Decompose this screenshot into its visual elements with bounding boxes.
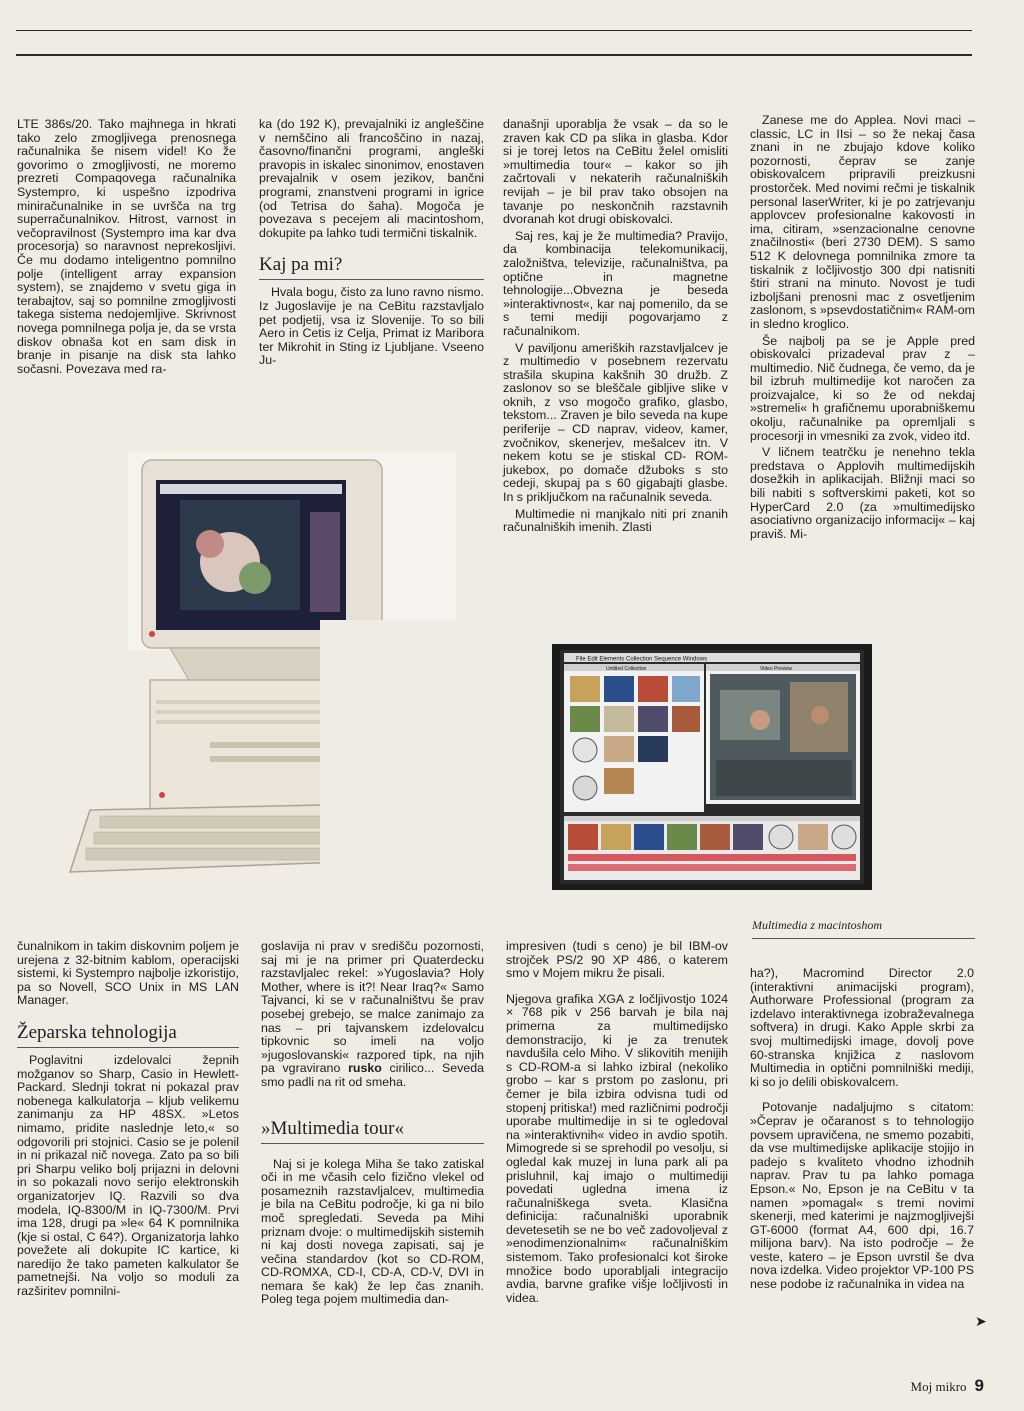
paragraph: ha?), Macromind Director 2.0 (interaktivni animacijski program), Authorware Professional (program za izdelavo interaktivnega izobraževalnega softvera) in drugi. Kako Apple skrbi za svoj multimedijski image, dovolj pove 60-stranska knjižica z naslovom Multimedia in optični pomnilniški mediji, ki so jo delili obiskovalcem. bbox=[750, 966, 974, 1089]
magazine-name: Moj mikro bbox=[910, 1379, 967, 1394]
photo-caption: Multimedia z macintoshom bbox=[752, 918, 882, 932]
paragraph: Poglavitni izdelovalci žepnih možganov so Sharp, Casio in Hewlett- Packard. Slednji tokrat ni pokazal prav nobenega kalkulatorja – kljub velikemu zanimanju za HP 48SX. »Letos nimamo, pridite naslednje leto,« so odgovorili pri stojnici. Casio se je polenil in ni prikazal nič novega. Zato pa so bili pri Sharpu veliko bolj prijazni in delovni in so pokazali novo serijo elektronskih organizatorjev IQ. Razvili so dva modela, IQ-8300/M in IQ-7300/M. Prvi ima 128, drugi pa »le« 64 K pomnilnika (kje si ostal, C 64?). Organizatorja lahko povežete ali dokupite IC kartice, ki naredijo že tako pameten kalkulator še pametnejši. Na voljo so moduli za razširitev pomnilni- bbox=[17, 1052, 239, 1299]
paragraph: Multimedie ni manjkalo niti pri znanih računalniških imenih. Zlasti bbox=[503, 506, 728, 535]
column-1-bottom bbox=[17, 940, 239, 1299]
paragraph: čunalnikom in takim diskovnim poljem je urejena z 32-bitnim kablom, operacijski sistemi, ki Systempro najbolje izkoristijo, pa so Novell, SCO Unix in MS LAN Manager. bbox=[17, 939, 239, 1008]
paragraph: Njegova grafika XGA z ločljivostjo 1024 × 768 pik v 256 barvah je bila naj primerna za multimedijsko demonstracijo, ki je za trenutek navdušila celo Miho. V slikovitih menijih s CD-ROM-a si lahko izbiral (nekoliko grobo – kar s prstom po zaslonu, pri čemer je bila izbira odvisna tudi od stopenj pritiska!) med različnimi področji uporabe multimedije in si te ogledoval na »interaktivnih« video in avdio spotih. Mimogrede si se sprehodil po vesolju, si ogledal kak muzej in luna park ali pa prisluhnil, kaj imajo o multimediji povedati ugledna imena iz računalniškega sveta. Klasična definicija: računalniški uporabnik devetesetih se ne bo več zadovoljeval z »enodimenzionalnim« računalniškim sistemom. Tako profesionalci kot široke množice bodo uporabljali integracijo avdia, barvne grafike višje ločljivosti in videa. bbox=[506, 991, 728, 1305]
page-number: 9 bbox=[974, 1376, 984, 1395]
column-1-top bbox=[17, 118, 236, 376]
column-2-top bbox=[259, 118, 484, 368]
section-heading-kaj-pa-mi: Kaj pa mi? bbox=[259, 254, 484, 280]
caption-rule bbox=[752, 938, 975, 939]
column-2-bottom bbox=[261, 940, 484, 1307]
multimedia-screen-photo bbox=[320, 620, 976, 908]
paragraph: Hvala bogu, čisto za luno ravno nismo. Iz Jugoslavije je na CeBitu razstavljalo pet podjetij, vsa iz Slovenije. To so bili Aero in Cetis iz Celja, Primat iz Maribora ter Mikrohit in Sting iz Ljubljane. Vseeno Ju- bbox=[259, 285, 484, 368]
paragraph: Naj si je kolega Miha še tako zatiskal oči in me včasih celo fizično vlekel od posameznih razstavljalcev, multimedia je bila na CeBitu področje, ki ga ni bilo moč spregledati. Seveda pa Mihi priznam dvoje: o multimedijskih sistemih ni kaj dosti novega zapisati, saj je večina standardov (kot so CD-ROM, CD-ROMXA, CD-I, CD-A, CD-V, DVI in nemara še kak) že lep čas znanih. Poleg tega pojem multimedia dan- bbox=[261, 1156, 484, 1307]
paragraph: impresiven (tudi s ceno) je bil IBM-ov strojček PS/2 90 XP 486, o katerem smo v Mojem mikru že pisali. bbox=[506, 939, 728, 981]
paragraph: Zanese me do Applea. Novi maci – classic, LC in IIsi – so že nekaj časa znani in ne zbujajo kdove koliko pozornosti, čeprav se zanje obiskovalcem pripravili preizkusni prostorček. Med novimi rečmi je tiskalnik personal laserWriter, ki je po zatrjevanju applovcev profesionalne kakovosti in ima, citiram, »senzacionalne cenovne značilnosti« (beri 2730 DEM). S samo 512 K delovnega pomnilnika zmore ta tiskalnik z ločljivostjo 300 dpi natisniti štiri strani na minuto. Novost je tudi izboljšani prenosni mac z osvetljenim zaslonom, s »psevdostatičnim« RAM-om in sledno kroglico. bbox=[750, 113, 975, 331]
paragraph: LTE 386s/20. Tako majhnega in hkrati tako zelo zmogljivega prenosnega računalnika še nisem videl! Ko že govorimo o zmogljivosti, ne moremo prezreti Compaqovega računalnika Systempro, ki uspešno izpodriva miniračunalnike in se uvršča na trg superračunalnikov. Hitrost, varnost in večopravilnost (Systempro ima kar dva procesorja) so naravnost neprekosljivi. Če mu dodamo inteligentno pomnilno polje (intelligent array expansion system), se znajdemo v svetu giga in terabajtov, saj so pomnilne zmogljivosti takega sistema nedojemljive. Skrivnost novega pomnilnega polja je, da se vrsta diskov obnaša kot en sam disk in branje in pisanje na disk sta lahko sočasni. Povezava med ra- bbox=[17, 117, 236, 376]
section-heading-zeparska: Žeparska tehnologija bbox=[17, 1022, 239, 1048]
apple-logo-icon bbox=[149, 631, 155, 637]
screen-window-title-collection: Untitled Collection bbox=[606, 666, 647, 672]
top-rule-thin bbox=[16, 30, 972, 31]
text-run: cirilico... Seveda smo padli na rit od smeha. bbox=[261, 1061, 484, 1089]
paragraph: današnji uporablja že vsak – da so le zraven kak CD pa slika in glasba. Kdor si je torej letos na CeBitu želel omisliti »multimedia tour« – kakor so jih začrtovali v nekaterih računalniških revijah – je bil prav tako obsojen na tavanje po neskončnih razstavnih dvoranah kot drugi obiskovalci. bbox=[503, 117, 728, 227]
paragraph: Saj res, kaj je že multimedia? Pravijo, da kombinacija telekomunikacij, založništva, televizije, računalništva, pa optične in magnetne tehnologije...Obvezna je beseda »interaktivnost«, kar naj pomenilo, da se s temi mediji pogovarjamo z računalnikom. bbox=[503, 228, 728, 338]
screen-menu-bar: File Edit Elements Collection Sequence Windows bbox=[576, 656, 708, 663]
paragraph: V ličnem teatrčku je nenehno tekla predstava o Applovih multimedijskih dosežkih in aplikacijah. Bližnji maci so bili nabiti s softverskimi paketi, kot so HyperCard 2.0 (za »multimedijsko asociativno organizacijo informacij« – kaj praviš. Mi- bbox=[750, 445, 975, 541]
paragraph: V paviljonu ameriških razstavljalcev je z multimedio v posebnem rezervatu strašila skupina kakšnih 30 družb. Z zaslonov so se bleščale gibljive slike v oknih, z vso mogočo grafiko, glasbo, tekstom... Zraven je bilo seveda na kupe periferije – CD naprav, videov, kamer, zvočnikov, skenerjev, mešalcev itn. V nekem kotu se je stiskal CD- ROM-jukebox, po domače džuboks s sto cedeji, skupaj pa s 60 gigabajti glasbe. In s priključkom na računalnik seveda. bbox=[503, 340, 728, 505]
column-3-bottom bbox=[506, 940, 728, 1305]
screen-window-title-video: Video Preview bbox=[760, 666, 792, 672]
paragraph bbox=[261, 940, 484, 1090]
page-footer bbox=[911, 1376, 984, 1396]
column-4-bottom bbox=[750, 967, 974, 1292]
continue-arrow-icon: ➤ bbox=[975, 1313, 987, 1329]
section-heading-multimedia-tour: »Multimedia tour« bbox=[261, 1118, 484, 1144]
column-4-top bbox=[750, 114, 975, 541]
text-run: goslavija ni prav v središču pozornosti, saj mi je na primer pri Quaterdecku razstavljalec rekel: »Yugoslavia? Holy Mother, where is it?! Near Iraq?« Samo Tajvanci, ki se v računalništvu še prav posebej grebejo, se malce zanimajo za nas – pri tajvanskem izdelovalcu tipkovnic so imeli na voljo »jugoslovanski« razpored tipk, na njih pa vgravirano bbox=[261, 939, 484, 1076]
paragraph: ka (do 192 K), prevajalniki iz angleščine v nemščino ali francoščino in nazaj, časovno/finančni programi, angleški pravopis in iskalec sinonimov, enostaven prevajalnik v osem jezikov, bančni programi, znanstveni programi in igrice (od Tetrisa do šaha). Mogoča je povezava s pecejem ali macintoshom, dokupite pa lahko tudi termični tiskalnik. bbox=[259, 117, 484, 240]
paragraph: Potovanje nadaljujmo s citatom: »Čeprav je očaranost s to tehnologijo povsem upravičena, ne smemo pozabiti, da vse multimedijske aplikacije stojijo in padejo s kvaliteto vhodno izhodnih naprav. Prav tu pa lahko pomaga Epson.« No, Epson je na CeBitu v ta namen »pomagal« s tremi novimi skenerji, med katerimi je najzmogljivejši GT-6000 (format A4, 600 dpi, 16.7 milijona barv). Na isto področje – že veste, katero – je Epson uvrstil še dva nova izdelka. Video projektor VP-100 PS nese podobe iz računalnika in videa na bbox=[750, 1100, 974, 1292]
top-rule-thick bbox=[16, 54, 972, 56]
paragraph: Še najbolj pa se je Apple pred obiskovalci prizadeval prav z – multimedio. Nič čudnega, če vemo, da je bil izbruh multimedije kot naročen za proizvajalce, ki so že od nekdaj »stremeli« h grafičnemu uporabniškemu okolju, računalnike pa opremljali s procesorji in vmesniki za zvok, video itd. bbox=[750, 333, 975, 443]
bold-word: rusko bbox=[348, 1061, 382, 1076]
